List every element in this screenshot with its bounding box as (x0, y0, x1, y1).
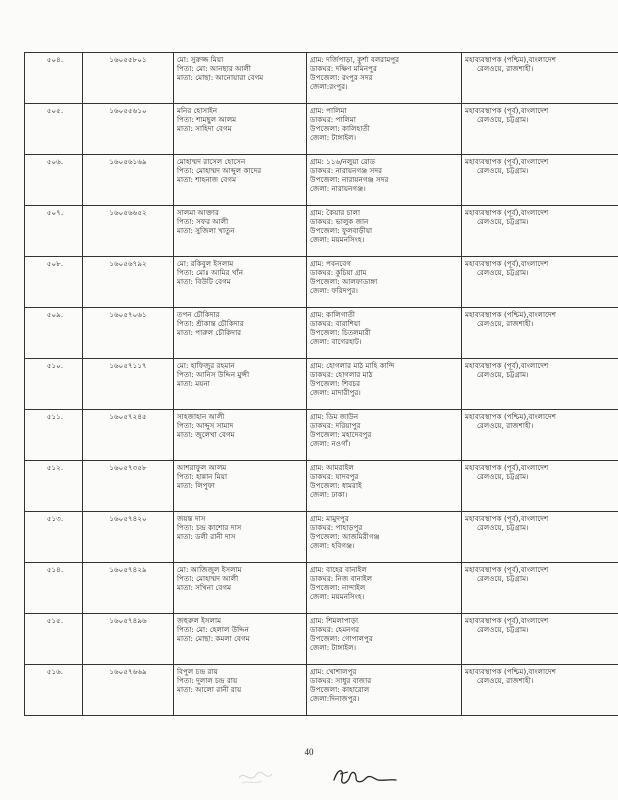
address-line: ডাকঘর: কুচিয়া গ্রাম (310, 268, 367, 277)
candidate-name: সালমা আক্তার (177, 208, 219, 217)
address-line: গ্রাম: হোগলার মাঠ মাহি কান্দি (310, 361, 395, 370)
address-line: ডাকঘর: ভালুক জান (310, 217, 369, 226)
mother-name: মাতা: মোছা: আনোয়ারা বেগম (177, 73, 264, 82)
posting-line: মহাব্যবস্থাপক (পূর্ব),বাংলাদেশ (465, 157, 549, 166)
name-cell (174, 53, 307, 104)
address-cell (307, 206, 462, 257)
roll-number: ১৬০৫৭২৪৫ (109, 412, 147, 421)
roll-cell (83, 563, 174, 614)
father-name: পিতা: আব্দুস সামাদ (177, 421, 234, 430)
address-cell (307, 308, 462, 359)
posting-line: মহাব্যবস্থাপক (পূর্ব),বাংলাদেশ (465, 565, 549, 574)
posting-line: রেলওয়ে, চট্টগ্রাম। (477, 523, 529, 532)
mother-name: মাতা: লিপুফা (177, 481, 215, 490)
serial-cell (25, 53, 83, 104)
posting-cell (462, 104, 618, 155)
serial-number: ৫১৬. (46, 667, 64, 676)
address-line: গ্রাম: মামুদপুর (310, 514, 349, 523)
address-line: গ্রাম: ১১৬/নলুয়া রোড (310, 157, 376, 166)
address-line: জেলা:রংপুর। (310, 82, 348, 91)
father-name: পিতা: মোহাম্মদ আব্দুল কাদের (177, 166, 262, 175)
address-line: উপজেলা: মহাদেবপুর (310, 430, 372, 439)
address-cell (307, 614, 462, 665)
address-line: জেলা: ময়মনসিংহ। (310, 235, 365, 244)
father-name: পিতা: হান্নান মিয়া (177, 472, 228, 481)
address-cell (307, 53, 462, 104)
roll-number: ১৬০৫৬১৬৯ (109, 157, 147, 166)
address-line: জেলা: নারায়নগঞ্জ। (310, 184, 366, 193)
table-row (25, 53, 618, 104)
father-name: পিতা: মোহাম্মদ আলী (177, 574, 239, 583)
serial-cell (25, 308, 83, 359)
address-line: গ্রাম: কালিগাতী (310, 310, 355, 319)
address-line: উপজেলা: আলফাডাঙ্গা (310, 277, 378, 286)
table-row (25, 155, 618, 206)
candidate-name: মো: সুরুজ্জ মিয়া (177, 55, 224, 64)
posting-line: রেলওয়ে, চট্টগ্রাম। (477, 217, 529, 226)
table-row (25, 461, 618, 512)
serial-number: ৫০৮. (46, 259, 64, 268)
posting-line: মহাব্যবস্থাপক (পূর্ব),বাংলাদেশ (465, 514, 549, 523)
posting-line: রেলওয়ে, চট্টগ্রাম। (477, 472, 529, 481)
mother-name: মাতা: সুজিলা খাতুন (177, 226, 235, 235)
mother-name: মাতা: সখিনা বেগম (177, 583, 232, 592)
name-cell (174, 104, 307, 155)
address-line: জেলা: হবিগঞ্জ। (310, 541, 355, 550)
table-body (25, 53, 618, 716)
father-name: পিতা: চন্দ্র কাশোর দাস (177, 523, 242, 532)
roll-cell (83, 614, 174, 665)
serial-cell (25, 563, 83, 614)
address-cell (307, 665, 462, 716)
address-cell (307, 359, 462, 410)
roll-cell (83, 461, 174, 512)
address-line: উপজেলা: কালিহাতী (310, 124, 370, 133)
serial-number: ৫১৫. (46, 616, 64, 625)
posting-line: মহাব্যবস্থাপক (পশ্চিম),বাংলাদেশ (465, 310, 557, 319)
candidate-name: মো: রকিবুল ইসলাম (177, 259, 234, 268)
address-cell (307, 257, 462, 308)
address-line: গ্রাম: খোশালপুর (310, 667, 357, 676)
address-line: ডাকঘর: দরিয়াপুর (310, 421, 361, 430)
serial-number: ৫০৯. (46, 310, 64, 319)
serial-cell (25, 461, 83, 512)
address-line: ডাকঘর: হোগলার মাঠ (310, 370, 373, 379)
serial-number: ৫১৩. (46, 514, 64, 523)
posting-cell (462, 665, 618, 716)
address-line: গ্রাম: দর্জিপাড়া, কুর্শা বলরামপুর (310, 55, 400, 64)
serial-number: ৫১১. (46, 412, 64, 421)
candidate-name: তপন চৌকিদার (177, 310, 220, 319)
father-name: পিতা: সফর আলী (177, 217, 229, 226)
posting-cell (462, 206, 618, 257)
serial-cell (25, 206, 83, 257)
posting-line: মহাব্যবস্থাপক (পশ্চিম),বাংলাদেশ (465, 412, 557, 421)
posting-line: মহাব্যবস্থাপক (পূর্ব),বাংলাদেশ (465, 208, 549, 217)
table-row (25, 614, 618, 665)
address-cell (307, 155, 462, 206)
posting-cell (462, 512, 618, 563)
candidate-name: মো: আজিজুল ইসলাম (177, 565, 242, 574)
posting-cell (462, 614, 618, 665)
address-cell (307, 461, 462, 512)
roll-cell (83, 512, 174, 563)
serial-cell (25, 410, 83, 461)
candidate-name: জয়ন্ত দাস (177, 514, 206, 523)
candidate-name: মোহাম্মদ রাসেল হোসেন (177, 157, 246, 166)
address-line: জেলা: ফরিদপুর। (310, 286, 358, 295)
posting-line: মহাব্যবস্থাপক (পূর্ব),বাংলাদেশ (465, 259, 549, 268)
candidate-name: আশরাফুল আলম (177, 463, 227, 472)
name-cell (174, 359, 307, 410)
roll-cell (83, 665, 174, 716)
serial-number: ৫০৫. (46, 106, 64, 115)
roll-cell (83, 155, 174, 206)
roll-cell (83, 308, 174, 359)
address-line: গ্রাম: শিমলাপাড়া (310, 616, 359, 625)
roll-cell (83, 104, 174, 155)
posting-line: রেলওয়ে, চট্টগ্রাম। (477, 370, 529, 379)
roll-number: ১৬০৫৬৭৯২ (109, 259, 147, 268)
posting-line: মহাব্যবস্থাপক (পশ্চিম),বাংলাদেশ (465, 55, 557, 64)
address-line: জেলা: ঢাকা। (310, 490, 348, 499)
serial-number: ৫১০. (46, 361, 64, 370)
address-line: উপজেলা: আজমিরীগঞ্জ (310, 532, 380, 541)
name-cell (174, 206, 307, 257)
table-row (25, 359, 618, 410)
mother-name: মাতা: ময়না (177, 379, 210, 388)
serial-cell (25, 512, 83, 563)
roll-number: ১৬০৫৫৬১০ (109, 106, 147, 115)
candidate-name: জহুরুল ইসলাম (177, 616, 222, 625)
mother-name: মাতা: সাহিদা বেগম (177, 124, 232, 133)
address-line: জেলা:দিনাজপুর। (310, 694, 360, 703)
address-line: ডাকঘর: পালিমা (310, 115, 356, 124)
mother-name: মাতা: ডলী রানী দাস (177, 532, 236, 541)
page-number: 40 (304, 747, 314, 757)
address-line: উপজেলা: নারায়নগঞ্জ সদর (310, 175, 389, 184)
roll-number: ১৬০৫৭৪২৯ (109, 565, 147, 574)
father-name: পিতা: মো: আনছার আলী (177, 64, 251, 73)
address-line: উপজেলা: ফুলবাড়ীয়া (310, 226, 373, 235)
mother-name: মাতা: বিউটি বেগম (177, 277, 231, 286)
father-name: পিতা: আনিস উদ্দিন মুন্সী (177, 370, 250, 379)
mother-name: মাতা: জুলেখা বেগম (177, 430, 235, 439)
name-cell (174, 155, 307, 206)
posting-cell (462, 257, 618, 308)
name-cell (174, 308, 307, 359)
posting-line: রেলওয়ে, রাজশাহী। (477, 64, 534, 73)
roll-cell (83, 410, 174, 461)
address-line: গ্রাম: পালিমা (310, 106, 347, 115)
address-line: জেলা: ময়মনসিংহ। (310, 592, 365, 601)
address-line: ডাকঘর: যাদবপুর (310, 472, 359, 481)
address-cell (307, 104, 462, 155)
posting-cell (462, 308, 618, 359)
roll-number: ১৬০৫৭০৬১ (109, 310, 147, 319)
address-line: গ্রাম: কৈয়ার চালা (310, 208, 361, 217)
roll-number: ১৬০৫৭৪২০ (109, 514, 147, 523)
address-line: ডাকঘর: নারায়নগঞ্জ সদর (310, 166, 383, 175)
address-line: গ্রাম: পবনবেগ (310, 259, 351, 268)
address-line: উপজেলা: নান্দাইল (310, 583, 366, 592)
serial-cell (25, 104, 83, 155)
name-cell (174, 665, 307, 716)
roll-number: ১৬০৫৬৬৫২ (109, 208, 147, 217)
posting-line: রেলওয়ে, চট্টগ্রাম। (477, 574, 529, 583)
address-line: জেলা: টাঙ্গাইল। (310, 643, 357, 652)
candidate-name: মো: হাফিজুর রহমান (177, 361, 235, 370)
serial-cell (25, 359, 83, 410)
posting-line: মহাব্যবস্থাপক (পূর্ব),বাংলাদেশ (465, 361, 549, 370)
address-line: গ্রাম: ডিম জাউন (310, 412, 359, 421)
serial-number: ৫১৪. (46, 565, 64, 574)
address-line: জেলা: নওগাঁ। (310, 439, 351, 448)
table-row (25, 512, 618, 563)
address-cell (307, 410, 462, 461)
table-row (25, 104, 618, 155)
posting-line: মহাব্যবস্থাপক (পূর্ব),বাংলাদেশ (465, 463, 549, 472)
address-line: উপজেলা: চিতলমারী (310, 328, 371, 337)
serial-number: ৫১২. (46, 463, 64, 472)
posting-cell (462, 563, 618, 614)
posting-line: রেলওয়ে, চট্টগ্রাম। (477, 625, 529, 634)
address-line: ডাকঘর: বারাশিয়া (310, 319, 361, 328)
name-cell (174, 410, 307, 461)
posting-line: রেলওয়ে, চট্টগ্রাম। (477, 115, 529, 124)
serial-cell (25, 665, 83, 716)
posting-cell (462, 410, 618, 461)
roll-cell (83, 206, 174, 257)
name-cell (174, 257, 307, 308)
candidate-name: সাহজাহান আলী (177, 412, 225, 421)
candidate-table (24, 52, 618, 716)
table-row (25, 308, 618, 359)
roll-cell (83, 257, 174, 308)
table-row (25, 410, 618, 461)
father-name: পিতা: মো: হেলাল উদ্দিন (177, 625, 249, 634)
address-line: ডাকঘর: নিজ বানাইল (310, 574, 373, 583)
roll-number: ১৬০৫৭৪৯৬ (109, 616, 147, 625)
table-row (25, 206, 618, 257)
candidate-name: বিপুল চন্দ্র রায় (177, 667, 218, 676)
roll-number: ১৬০৫৭১১৭ (109, 361, 147, 370)
address-line: উপজেলা: ধামরাই (310, 481, 362, 490)
father-name: পিতা: শ্রীকান্ত চৌকিদার (177, 319, 244, 328)
mother-name: মাতা: আলো রানী রায় (177, 685, 242, 694)
posting-cell (462, 461, 618, 512)
address-line: জেলা: বাগেরহাট। (310, 337, 362, 346)
address-line: ডাকঘর: সাধুর বাজার (310, 676, 372, 685)
name-cell (174, 512, 307, 563)
table-row (25, 665, 618, 716)
signature (330, 766, 400, 790)
address-cell (307, 563, 462, 614)
serial-cell (25, 614, 83, 665)
candidate-name: মনির হোসাইন (177, 106, 218, 115)
mother-name: মাতা: শাহনাজ বেগম (177, 175, 237, 184)
posting-line: রেলওয়ে, চট্টগ্রাম। (477, 166, 529, 175)
roll-cell (83, 359, 174, 410)
posting-line: রেলওয়ে, রাজশাহী। (477, 421, 534, 430)
mother-name: মাতা: মোছা: কমলা বেগম (177, 634, 250, 643)
address-line: জেলা: টাঙ্গাইল। (310, 133, 357, 142)
serial-cell (25, 257, 83, 308)
address-line: গ্রাম: আমরাইল (310, 463, 354, 472)
address-line: জেলা: মাদারীপুর। (310, 388, 361, 397)
roll-number: ১৬০৫৭৩৫৮ (109, 463, 147, 472)
father-name: পিতা: দুলাল চন্দ্র রায় (177, 676, 238, 685)
address-line: উপজেলা: শিবচর (310, 379, 361, 388)
posting-line: রেলওয়ে, চট্টগ্রাম। (477, 268, 529, 277)
address-line: উপজেলা: গোপালপুর (310, 634, 373, 643)
address-line: ডাকঘর: পাহাড়পুর (310, 523, 363, 532)
posting-line: রেলওয়ে, রাজশাহী। (477, 319, 534, 328)
roll-number: ১৬০৫৫৮০১ (109, 55, 147, 64)
address-line: উপজেলা: কাহারোল (310, 685, 370, 694)
serial-cell (25, 155, 83, 206)
address-line: ডাকঘর: হেমনগর (310, 625, 360, 634)
serial-number: ৫০৬. (46, 157, 64, 166)
posting-cell (462, 155, 618, 206)
posting-cell (462, 53, 618, 104)
posting-line: মহাব্যবস্থাপক (পূর্ব),বাংলাদেশ (465, 616, 549, 625)
address-line: উপজেলা: রংপুর সদর (310, 73, 373, 82)
roll-number: ১৬০৫৭৬৬৯ (109, 667, 147, 676)
address-line: গ্রাম: বাহের বানাইল (310, 565, 367, 574)
table-row (25, 563, 618, 614)
name-cell (174, 614, 307, 665)
posting-line: মহাব্যবস্থাপক (পূর্ব),বাংলাদেশ (465, 106, 549, 115)
serial-number: ৫০৭. (46, 208, 64, 217)
posting-line: রেলওয়ে, রাজশাহী। (477, 676, 534, 685)
mother-name: মাতা: পারুল চৌকিদার (177, 328, 242, 337)
roll-cell (83, 53, 174, 104)
posting-cell (462, 359, 618, 410)
faint-stamp-mark (236, 766, 276, 788)
table-row (25, 257, 618, 308)
posting-line: মহাব্যবস্থাপক (পশ্চিম),বাংলাদেশ (465, 667, 557, 676)
address-cell (307, 512, 462, 563)
address-line: ডাকঘর: দক্ষিণ মমিনপুর (310, 64, 377, 73)
father-name: পিতা: মোঃ আমির খাঁন (177, 268, 243, 277)
father-name: পিতা: শামছুল আলম (177, 115, 237, 124)
name-cell (174, 461, 307, 512)
serial-number: ৫০৪. (46, 55, 64, 64)
name-cell (174, 563, 307, 614)
